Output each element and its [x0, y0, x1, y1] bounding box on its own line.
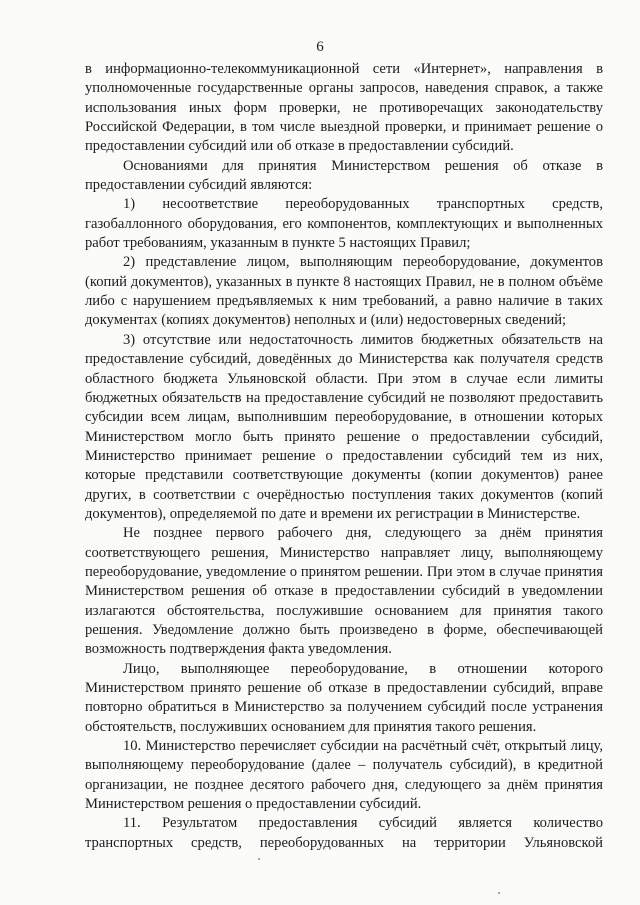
paragraph-reapplication: Лицо, выполняющее переоборудование, в отношении которого Министерством принято решение об отказе в предоставлении субсидий, вправе повторно обратиться в Министерство за получением субсидий после устранения обстоятельств, послуживших основанием для принятия такого решения.	[85, 660, 603, 735]
paragraph-refusal-grounds: Основаниями для принятия Министерством решения об отказе в предоставлении субсидий являются:	[85, 157, 603, 194]
paragraph-notification: Не позднее первого рабочего дня, следующего за днём принятия соответствующего решения, Министерство направляет лицу, выполняющему переоборудование, уведомление о принятом решении. При этом в случае принятия Министерством решения об отказе в предоставлении субсидий в уведомлении излагаются обстоятельства, послужившие основанием для принятия такого решения. Уведомление должно быть произведено в форме, обеспечивающей возможность подтверждения факта уведомления.	[85, 525, 603, 658]
scan-speck	[258, 858, 260, 860]
scan-speck	[498, 892, 500, 894]
paragraph-ground-1: 1) несоответствие переоборудованных транспортных средств, газобаллонного оборудования, его компонентов, комплектующих и выполненных работ требованиям, указанным в пункте 5 настоящих Правил;	[85, 196, 603, 252]
paragraph-continuation: в информационно-телекоммуникационной сети «Интернет», направления в уполномоченные государственные органы запросов, наведения справок, а также использования иных форм проверки, не противоречащих законодательству Российской Федерации, в том числе выездной проверки, и принимает решение о предоставлении субсидий или об отказе в предоставлении субсидий.	[85, 61, 603, 155]
page-number: 6	[316, 39, 324, 55]
paragraph-ground-3: 3) отсутствие или недостаточность лимитов бюджетных обязательств на предоставление субсидий, доведённых до Министерства как получателя средств областного бюджета Ульяновской области. При этом в случае если лимиты бюджетных обязательств на предоставление субсидий не позволяют предоставить субсидии всем лицам, выполнившим переоборудование, в отношении которых Министерством могло быть принято решение о предоставлении субсидий, Министерство принимает решение о предоставлении субсидий тем из них, которые представили соответствующие документы (копии документов) ранее других, в соответствии с очерёдностью поступления таких документов (копий документов), определяемой по дате и времени их регистрации в Министерстве.	[85, 331, 603, 522]
paragraph-ground-2: 2) представление лицом, выполняющим переоборудование, документов (копий документов), указанных в пункте 8 настоящих Правил, не в полном объёме либо с нарушением предъявляемых к ним требований, а равно наличие в таких документах (копиях документов) неполных и (или) недостоверных сведений;	[85, 254, 603, 329]
paragraph-item-10: 10. Министерство перечисляет субсидии на расчётный счёт, открытый лицу, выполняющему переоборудование (далее – получатель субсидий), в кредитной организации, не позднее десятого рабочего дня, следующего за днём принятия Министерством решения о предоставлении субсидий.	[85, 738, 603, 813]
paragraph-item-11: 11. Результатом предоставления субсидий является количество транспортных средств, переоборудованных на территории Ульяновской	[85, 815, 603, 851]
document-body	[85, 60, 603, 853]
